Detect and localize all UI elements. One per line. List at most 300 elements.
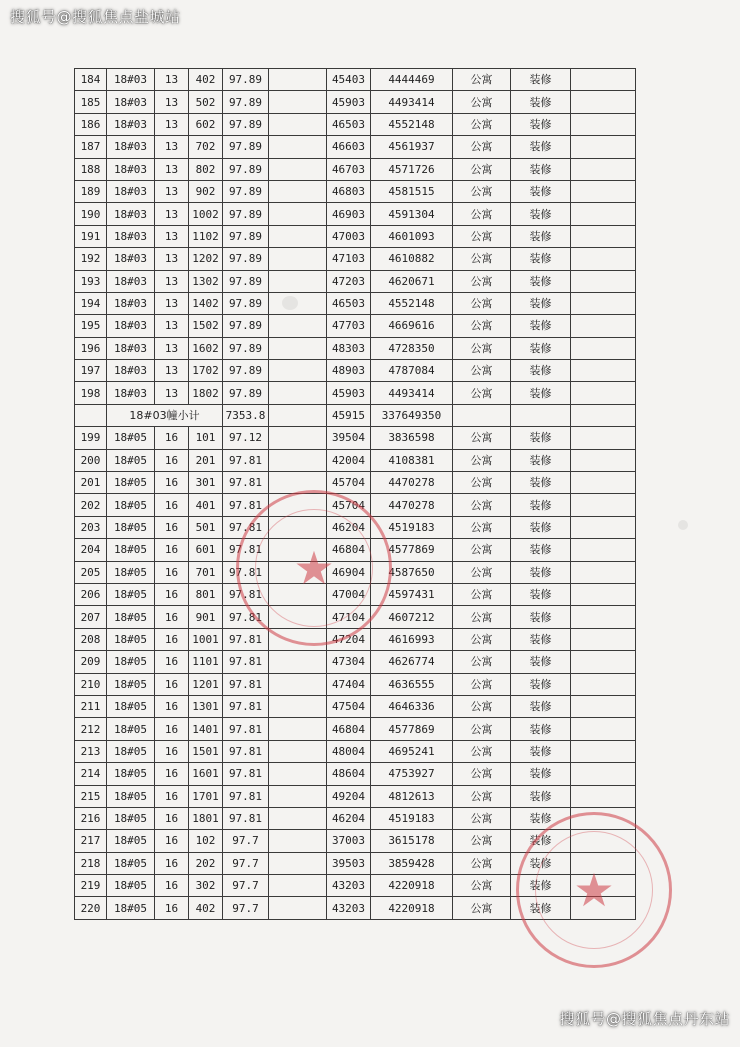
- cell-floors: 13: [155, 180, 189, 202]
- cell-remark: [571, 897, 636, 919]
- cell-unit: 602: [189, 113, 223, 135]
- cell-unit: 1302: [189, 270, 223, 292]
- cell-remark: [571, 248, 636, 270]
- cell-blank: [269, 763, 327, 785]
- table-row: [75, 113, 636, 135]
- cell-unit: 502: [189, 91, 223, 113]
- table-row: [75, 472, 636, 494]
- cell-type: 公寓: [453, 516, 511, 538]
- cell-area: 97.89: [223, 113, 269, 135]
- cell-building: 18#05: [107, 494, 155, 516]
- cell-price: 48303: [327, 337, 371, 359]
- cell-total: 4519183: [371, 807, 453, 829]
- cell-type: 公寓: [453, 583, 511, 605]
- cell-floors: 16: [155, 875, 189, 897]
- cell-price: 49204: [327, 785, 371, 807]
- cell-finish: 装修: [511, 494, 571, 516]
- table-row: [75, 651, 636, 673]
- cell-floors: 16: [155, 740, 189, 762]
- cell-price: 45903: [327, 91, 371, 113]
- cell-finish: 装修: [511, 382, 571, 404]
- cell-floors: 16: [155, 494, 189, 516]
- cell-blank: [269, 337, 327, 359]
- cell-finish: 装修: [511, 360, 571, 382]
- cell-remark: [571, 158, 636, 180]
- table-row: [75, 270, 636, 292]
- cell-blank: [269, 897, 327, 919]
- cell-finish: 装修: [511, 516, 571, 538]
- cell-finish: 装修: [511, 807, 571, 829]
- cell-total: 4493414: [371, 382, 453, 404]
- cell-type: 公寓: [453, 180, 511, 202]
- cell-area: 97.7: [223, 897, 269, 919]
- cell-type: 公寓: [453, 360, 511, 382]
- cell-total: 4577869: [371, 539, 453, 561]
- cell-building: 18#05: [107, 516, 155, 538]
- cell-remark: [571, 292, 636, 314]
- cell-finish: 装修: [511, 830, 571, 852]
- cell-area: 97.89: [223, 270, 269, 292]
- cell-total: 4220918: [371, 897, 453, 919]
- table-row: [75, 583, 636, 605]
- cell-floors: 13: [155, 91, 189, 113]
- cell-type: 公寓: [453, 740, 511, 762]
- cell-floors: 16: [155, 561, 189, 583]
- cell-remark: [571, 427, 636, 449]
- cell-finish: 装修: [511, 337, 571, 359]
- cell-area: 97.81: [223, 472, 269, 494]
- cell-no: 200: [75, 449, 107, 471]
- cell-price: 47203: [327, 270, 371, 292]
- cell-building: 18#05: [107, 583, 155, 605]
- table-row: [75, 807, 636, 829]
- cell-area: 97.89: [223, 91, 269, 113]
- cell-type: 公寓: [453, 472, 511, 494]
- cell-price: 46703: [327, 158, 371, 180]
- cell-area: 97.89: [223, 382, 269, 404]
- cell-price: 47404: [327, 673, 371, 695]
- cell-area: 97.81: [223, 673, 269, 695]
- cell-remark: [571, 315, 636, 337]
- cell-no: 211: [75, 695, 107, 717]
- cell-no: 196: [75, 337, 107, 359]
- cell-building: 18#05: [107, 830, 155, 852]
- cell-no: 215: [75, 785, 107, 807]
- cell-unit: 1101: [189, 651, 223, 673]
- cell-finish: 装修: [511, 628, 571, 650]
- cell-area: 97.89: [223, 69, 269, 91]
- cell-price: 48604: [327, 763, 371, 785]
- cell-blank: [269, 628, 327, 650]
- cell-type: 公寓: [453, 897, 511, 919]
- cell-price: 45704: [327, 472, 371, 494]
- cell-blank: [269, 382, 327, 404]
- cell-no: 202: [75, 494, 107, 516]
- cell-unit: 1001: [189, 628, 223, 650]
- cell-total: 4787084: [371, 360, 453, 382]
- cell-type: 公寓: [453, 248, 511, 270]
- cell-total: 4581515: [371, 180, 453, 202]
- cell-total: 4669616: [371, 315, 453, 337]
- price-list-sheet: [74, 68, 635, 920]
- cell-price: 47703: [327, 315, 371, 337]
- cell-finish: 装修: [511, 91, 571, 113]
- cell-unit: 201: [189, 449, 223, 471]
- cell-blank: [269, 427, 327, 449]
- cell-unit: 501: [189, 516, 223, 538]
- cell-type: 公寓: [453, 852, 511, 874]
- cell-floors: 13: [155, 69, 189, 91]
- cell-building: 18#03: [107, 382, 155, 404]
- cell-blank: [269, 583, 327, 605]
- cell-remark: [571, 494, 636, 516]
- cell-blank: [269, 494, 327, 516]
- cell-unit: 701: [189, 561, 223, 583]
- cell-remark: [571, 91, 636, 113]
- subtotal-blank-cell: [453, 404, 511, 426]
- cell-building: 18#05: [107, 740, 155, 762]
- cell-total: 4519183: [371, 516, 453, 538]
- cell-blank: [269, 516, 327, 538]
- subtotal-label-cell: 18#03幢小计: [107, 404, 223, 426]
- cell-unit: 1501: [189, 740, 223, 762]
- cell-type: 公寓: [453, 494, 511, 516]
- cell-unit: 1801: [189, 807, 223, 829]
- subtotal-area-cell: 7353.8: [223, 404, 269, 426]
- cell-building: 18#05: [107, 897, 155, 919]
- table-row: [75, 427, 636, 449]
- cell-remark: [571, 606, 636, 628]
- cell-total: 4220918: [371, 875, 453, 897]
- cell-type: 公寓: [453, 270, 511, 292]
- cell-unit: 1301: [189, 695, 223, 717]
- cell-total: 4620671: [371, 270, 453, 292]
- cell-price: 46603: [327, 136, 371, 158]
- cell-blank: [269, 315, 327, 337]
- cell-building: 18#05: [107, 606, 155, 628]
- table-row: [75, 180, 636, 202]
- cell-unit: 402: [189, 897, 223, 919]
- cell-building: 18#03: [107, 248, 155, 270]
- cell-unit: 1201: [189, 673, 223, 695]
- cell-remark: [571, 830, 636, 852]
- cell-type: 公寓: [453, 315, 511, 337]
- cell-remark: [571, 695, 636, 717]
- cell-remark: [571, 875, 636, 897]
- cell-blank: [269, 785, 327, 807]
- table-row: [75, 628, 636, 650]
- cell-total: 4108381: [371, 449, 453, 471]
- cell-type: 公寓: [453, 69, 511, 91]
- table-row: [75, 449, 636, 471]
- cell-building: 18#05: [107, 695, 155, 717]
- cell-remark: [571, 561, 636, 583]
- cell-area: 97.7: [223, 852, 269, 874]
- cell-building: 18#05: [107, 718, 155, 740]
- cell-remark: [571, 740, 636, 762]
- cell-remark: [571, 203, 636, 225]
- cell-price: 45903: [327, 382, 371, 404]
- cell-remark: [571, 113, 636, 135]
- paper-smudge: [678, 520, 688, 530]
- cell-no: 214: [75, 763, 107, 785]
- subtotal-row: [75, 404, 636, 426]
- cell-finish: 装修: [511, 539, 571, 561]
- cell-total: 4597431: [371, 583, 453, 605]
- cell-remark: [571, 785, 636, 807]
- cell-floors: 16: [155, 539, 189, 561]
- cell-floors: 16: [155, 718, 189, 740]
- cell-building: 18#05: [107, 427, 155, 449]
- table-row: [75, 136, 636, 158]
- cell-remark: [571, 718, 636, 740]
- cell-floors: 16: [155, 606, 189, 628]
- price-table-body: [75, 69, 636, 920]
- cell-type: 公寓: [453, 695, 511, 717]
- cell-remark: [571, 382, 636, 404]
- cell-remark: [571, 360, 636, 382]
- cell-blank: [269, 248, 327, 270]
- cell-finish: 装修: [511, 180, 571, 202]
- cell-no: 213: [75, 740, 107, 762]
- cell-price: 46204: [327, 807, 371, 829]
- cell-area: 97.89: [223, 337, 269, 359]
- cell-building: 18#03: [107, 69, 155, 91]
- cell-building: 18#03: [107, 270, 155, 292]
- cell-blank: [269, 472, 327, 494]
- cell-no: 220: [75, 897, 107, 919]
- cell-remark: [571, 583, 636, 605]
- cell-building: 18#05: [107, 449, 155, 471]
- table-row: [75, 203, 636, 225]
- cell-type: 公寓: [453, 651, 511, 673]
- subtotal-total-cell: 337649350: [371, 404, 453, 426]
- cell-no: 206: [75, 583, 107, 605]
- cell-area: 97.81: [223, 785, 269, 807]
- cell-blank: [269, 91, 327, 113]
- cell-area: 97.81: [223, 695, 269, 717]
- table-row: [75, 516, 636, 538]
- cell-no: 192: [75, 248, 107, 270]
- cell-type: 公寓: [453, 427, 511, 449]
- cell-price: 43203: [327, 897, 371, 919]
- cell-finish: 装修: [511, 292, 571, 314]
- cell-price: 46904: [327, 561, 371, 583]
- cell-no: 212: [75, 718, 107, 740]
- cell-building: 18#05: [107, 673, 155, 695]
- cell-blank: [269, 180, 327, 202]
- cell-type: 公寓: [453, 225, 511, 247]
- cell-type: 公寓: [453, 158, 511, 180]
- cell-unit: 1102: [189, 225, 223, 247]
- cell-unit: 202: [189, 852, 223, 874]
- table-row: [75, 852, 636, 874]
- table-row: [75, 337, 636, 359]
- cell-unit: 1002: [189, 203, 223, 225]
- cell-no: 186: [75, 113, 107, 135]
- cell-floors: 16: [155, 807, 189, 829]
- cell-unit: 802: [189, 158, 223, 180]
- cell-area: 97.81: [223, 561, 269, 583]
- cell-unit: 101: [189, 427, 223, 449]
- table-row: [75, 315, 636, 337]
- cell-blank: [269, 695, 327, 717]
- cell-floors: 16: [155, 852, 189, 874]
- cell-building: 18#03: [107, 203, 155, 225]
- cell-unit: 401: [189, 494, 223, 516]
- cell-price: 46503: [327, 292, 371, 314]
- cell-price: 46204: [327, 516, 371, 538]
- table-row: [75, 561, 636, 583]
- subtotal-blank-cell: [75, 404, 107, 426]
- cell-area: 97.89: [223, 225, 269, 247]
- cell-finish: 装修: [511, 449, 571, 471]
- table-row: [75, 763, 636, 785]
- cell-total: 4610882: [371, 248, 453, 270]
- cell-area: 97.89: [223, 203, 269, 225]
- cell-building: 18#03: [107, 360, 155, 382]
- cell-price: 47304: [327, 651, 371, 673]
- cell-total: 4470278: [371, 494, 453, 516]
- table-row: [75, 494, 636, 516]
- cell-type: 公寓: [453, 337, 511, 359]
- cell-price: 47004: [327, 583, 371, 605]
- table-row: [75, 539, 636, 561]
- cell-no: 195: [75, 315, 107, 337]
- cell-area: 97.12: [223, 427, 269, 449]
- cell-area: 97.81: [223, 651, 269, 673]
- cell-no: 217: [75, 830, 107, 852]
- table-row: [75, 360, 636, 382]
- cell-remark: [571, 807, 636, 829]
- cell-finish: 装修: [511, 136, 571, 158]
- cell-unit: 1602: [189, 337, 223, 359]
- cell-price: 48903: [327, 360, 371, 382]
- cell-building: 18#05: [107, 651, 155, 673]
- table-row: [75, 248, 636, 270]
- cell-building: 18#05: [107, 763, 155, 785]
- cell-floors: 16: [155, 628, 189, 650]
- cell-type: 公寓: [453, 539, 511, 561]
- cell-type: 公寓: [453, 136, 511, 158]
- cell-remark: [571, 763, 636, 785]
- cell-floors: 16: [155, 830, 189, 852]
- cell-price: 45403: [327, 69, 371, 91]
- cell-area: 97.81: [223, 628, 269, 650]
- cell-unit: 402: [189, 69, 223, 91]
- cell-floors: 13: [155, 315, 189, 337]
- cell-no: 197: [75, 360, 107, 382]
- cell-finish: 装修: [511, 248, 571, 270]
- cell-floors: 16: [155, 673, 189, 695]
- cell-area: 97.81: [223, 807, 269, 829]
- cell-finish: 装修: [511, 583, 571, 605]
- cell-building: 18#03: [107, 315, 155, 337]
- table-row: [75, 740, 636, 762]
- cell-price: 37003: [327, 830, 371, 852]
- table-row: [75, 695, 636, 717]
- cell-total: 4636555: [371, 673, 453, 695]
- cell-no: 207: [75, 606, 107, 628]
- cell-total: 4444469: [371, 69, 453, 91]
- cell-blank: [269, 360, 327, 382]
- cell-type: 公寓: [453, 91, 511, 113]
- cell-blank: [269, 718, 327, 740]
- cell-finish: 装修: [511, 651, 571, 673]
- cell-type: 公寓: [453, 875, 511, 897]
- cell-type: 公寓: [453, 830, 511, 852]
- cell-total: 4601093: [371, 225, 453, 247]
- cell-no: 190: [75, 203, 107, 225]
- cell-building: 18#03: [107, 91, 155, 113]
- cell-blank: [269, 606, 327, 628]
- cell-unit: 801: [189, 583, 223, 605]
- star-icon: ★: [293, 541, 335, 595]
- table-row: [75, 718, 636, 740]
- cell-blank: [269, 830, 327, 852]
- cell-blank: [269, 136, 327, 158]
- table-row: [75, 830, 636, 852]
- cell-blank: [269, 113, 327, 135]
- table-row: [75, 69, 636, 91]
- table-row: [75, 225, 636, 247]
- subtotal-price-cell: 45915: [327, 404, 371, 426]
- cell-floors: 13: [155, 382, 189, 404]
- cell-finish: 装修: [511, 763, 571, 785]
- cell-floors: 13: [155, 248, 189, 270]
- cell-floors: 16: [155, 785, 189, 807]
- table-row: [75, 875, 636, 897]
- cell-no: 185: [75, 91, 107, 113]
- cell-total: 4728350: [371, 337, 453, 359]
- cell-total: 4552148: [371, 113, 453, 135]
- cell-total: 3615178: [371, 830, 453, 852]
- cell-blank: [269, 225, 327, 247]
- cell-building: 18#05: [107, 852, 155, 874]
- cell-unit: 1701: [189, 785, 223, 807]
- cell-unit: 901: [189, 606, 223, 628]
- cell-floors: 16: [155, 583, 189, 605]
- cell-building: 18#03: [107, 113, 155, 135]
- cell-area: 97.89: [223, 360, 269, 382]
- cell-total: 4753927: [371, 763, 453, 785]
- cell-floors: 13: [155, 113, 189, 135]
- cell-remark: [571, 852, 636, 874]
- cell-floors: 16: [155, 651, 189, 673]
- cell-remark: [571, 472, 636, 494]
- cell-finish: 装修: [511, 695, 571, 717]
- cell-area: 97.89: [223, 315, 269, 337]
- cell-floors: 16: [155, 897, 189, 919]
- cell-no: 218: [75, 852, 107, 874]
- cell-total: 4626774: [371, 651, 453, 673]
- cell-no: 191: [75, 225, 107, 247]
- cell-unit: 1502: [189, 315, 223, 337]
- cell-building: 18#03: [107, 225, 155, 247]
- cell-no: 208: [75, 628, 107, 650]
- cell-unit: 1202: [189, 248, 223, 270]
- cell-building: 18#05: [107, 875, 155, 897]
- cell-price: 45704: [327, 494, 371, 516]
- cell-total: 4695241: [371, 740, 453, 762]
- cell-finish: 装修: [511, 852, 571, 874]
- paper-smudge: [282, 296, 298, 310]
- cell-no: 210: [75, 673, 107, 695]
- table-row: [75, 91, 636, 113]
- cell-price: 47103: [327, 248, 371, 270]
- cell-type: 公寓: [453, 561, 511, 583]
- cell-type: 公寓: [453, 449, 511, 471]
